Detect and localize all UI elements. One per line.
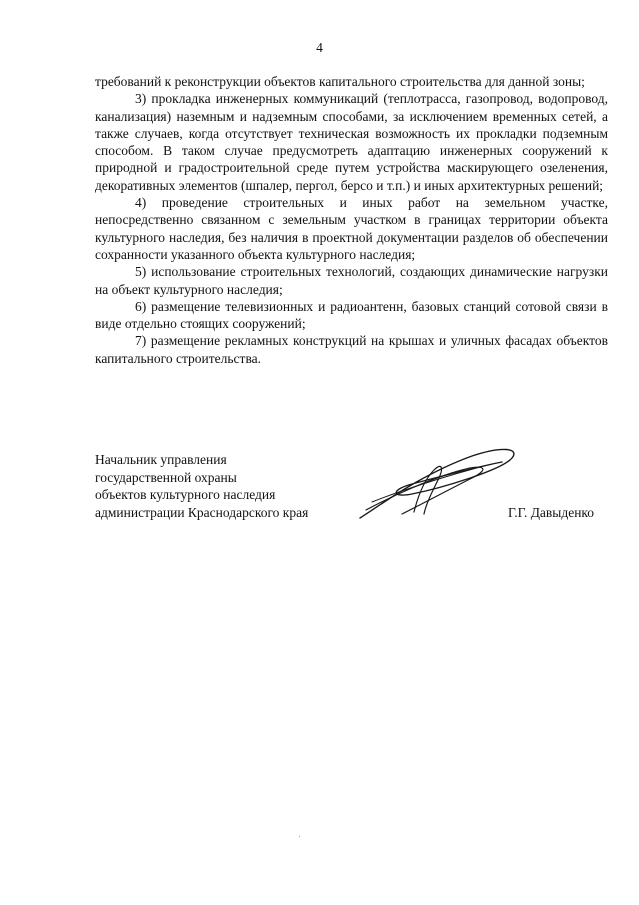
signer-position: [95, 451, 308, 521]
list-item-5: 5) использование строительных технологий, создающих динамические нагрузки на объект культурного наследия;: [95, 264, 608, 297]
signer-name: Г.Г. Давыденко: [508, 505, 595, 520]
list-item-3: 3) прокладка инженерных коммуникаций (теплотрасса, газопровод, водопровод, канализация) наземным и надземным способами, за исключением временных сетей, а также случаев, когда отсутствует техническая возможность их прокладки подземным способом. В таком случае предусмотреть адаптацию инженерных сооружений к природной и градостроительной среде путем устройства маскирующего озеленения, декоративных элементов (шпалер, пергол, берсо и т.п.) и иных архитектурных решений;: [95, 91, 608, 193]
list-item-6: 6) размещение телевизионных и радиоантенн, базовых станций сотовой связи в виде отдельно стоящих сооружений;: [95, 298, 608, 332]
position-line: государственной охраны: [95, 469, 237, 485]
list-item-4: 4) проведение строительных и иных работ на земельном участке, непосредственно связанном с земельным участком в границах территории объекта культурного наследия, без наличия в проектной документации разделов об обеспечении сохранности указанного объекта культурного наследия;: [95, 195, 608, 262]
position-line: администрации Краснодарского края: [95, 504, 309, 520]
handwritten-signature: [352, 444, 527, 524]
document-body: [95, 73, 608, 367]
position-line: объектов культурного наследия: [95, 487, 276, 503]
list-item-7: 7) размещение рекламных конструкций на крышах и уличных фасадах объектов капитального строительства.: [95, 333, 608, 366]
intro-paragraph: требований к реконструкции объектов капитального строительства для данной зоны;: [95, 74, 585, 89]
page-number: 4: [316, 40, 323, 55]
position-line: Начальник управления: [95, 452, 227, 467]
scan-speck: [299, 836, 300, 837]
